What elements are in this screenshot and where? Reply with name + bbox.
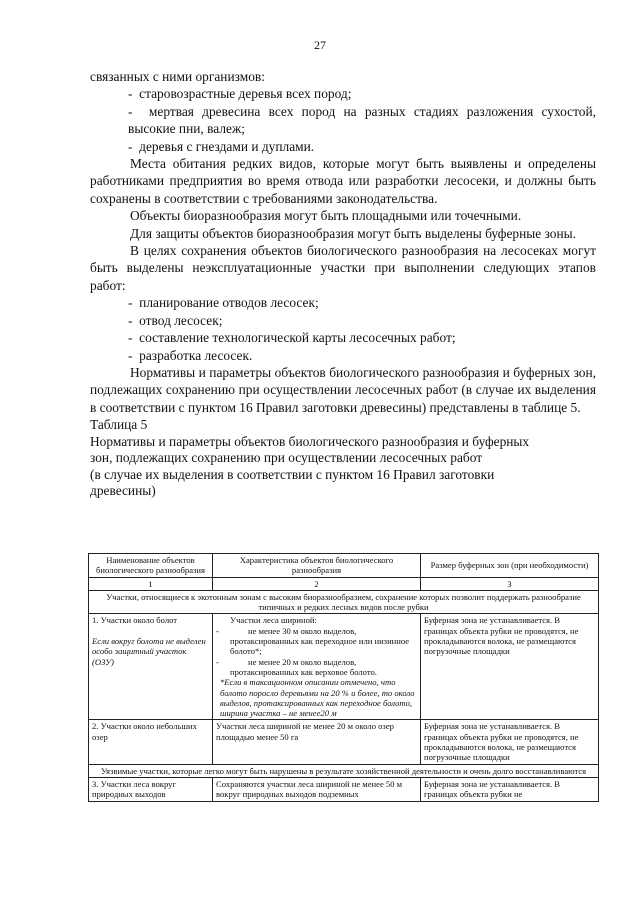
characteristic-cell: Участки леса шириной: - не менее 30 м около выделов, протаксированных как переходное или низинное болото*; - не менее 20 м около выделов, протаксированных как верховое болото. *Если в таксационном описании отмечено, что болото поросло деревьями на 20 % и более, то около выделов, протаксированных как переходное болото, ширина участка – не менее20 м bbox=[213, 614, 421, 720]
object-name-cell: 2. Участки около небольших озер bbox=[89, 720, 213, 764]
paragraph-conservation: В целях сохранения объектов биологического разнообразия на лесосеках могут быть выделены неэксплуатационные участки при выполнении следующих этапов работ: bbox=[90, 243, 596, 293]
list-item: - планирование отводов лесосек; bbox=[128, 295, 319, 311]
page-number: 27 bbox=[314, 38, 326, 52]
table-number-row bbox=[89, 577, 599, 590]
intro-line: связанных с ними организмов: bbox=[90, 69, 265, 84]
table-row bbox=[89, 720, 599, 764]
table-row bbox=[89, 614, 599, 720]
list-item: - деревья с гнездами и дуплами. bbox=[128, 138, 315, 154]
list-item: - составление технологической карты лесосечных работ; bbox=[128, 330, 456, 346]
buffer-cell: Буферная зона не устанавливается. В границах объекта рубки не проводятся, не прокладываются волока, не размещаются погрузочные площадки bbox=[421, 614, 599, 720]
list-item: - мертвая древесина всех пород на разных стадиях разложения сухостой, высокие пни, валеж; bbox=[128, 103, 597, 137]
column-number: 1 bbox=[89, 577, 213, 590]
header-cell: Характеристика объектов биологического разнообразия bbox=[213, 554, 421, 578]
table-caption: Таблица 5 bbox=[90, 417, 148, 433]
buffer-cell: Буферная зона не устанавливается. В границах объекта рубки не bbox=[421, 777, 599, 801]
biodiversity-table bbox=[88, 553, 599, 802]
table-header-row bbox=[89, 554, 599, 578]
object-name-cell: 3. Участки леса вокруг природных выходов bbox=[89, 777, 213, 801]
header-cell: Размер буферных зон (при необходимости) bbox=[421, 554, 599, 578]
paragraph-object-types: Объекты биоразнообразия могут быть площадными или точечными. bbox=[130, 208, 522, 224]
list-item: - отвод лесосек; bbox=[128, 312, 223, 328]
column-number: 3 bbox=[421, 577, 599, 590]
paragraph-rare-species: Места обитания редких видов, которые могут быть выявлены и определены работниками предприятия во время отвода или разработки лесосеки, и должны быть сохранены в соответствии с требованиями законодательства. bbox=[90, 156, 596, 206]
characteristic-cell: Участки леса шириной не менее 20 м около озер площадью менее 50 га bbox=[213, 720, 421, 764]
table-section-row bbox=[89, 764, 599, 777]
document-body bbox=[90, 68, 596, 500]
object-name-cell: 1. Участки около болот Если вокруг болота не выделен особо защитный участок (ОЗУ) bbox=[89, 614, 213, 720]
table-section-row bbox=[89, 590, 599, 614]
section-heading: Участки, относящиеся к экотонным зонам с высоким биоразнообразием, сохранение которых позволит поддержать разнообразие типичных и редких лесных видов после рубки bbox=[89, 590, 599, 614]
characteristic-cell: Сохраняются участки леса шириной не менее 50 м вокруг природных выходов подземных bbox=[213, 777, 421, 801]
column-number: 2 bbox=[213, 577, 421, 590]
table-row bbox=[89, 777, 599, 801]
header-cell: Наименование объектов биологического разнообразия bbox=[89, 554, 213, 578]
paragraph-buffer-zones: Для защиты объектов биоразнообразия могут быть выделены буферные зоны. bbox=[130, 225, 576, 241]
paragraph-norms: Нормативы и параметры объектов биологического разнообразия и буферных зон, подлежащих сохранению при осуществлении лесосечных работ (в случае их выделения в соответствии с пунктом 16 Правил заготовки древесины) представлены в таблице 5. bbox=[90, 364, 596, 415]
list-item: - старовозрастные деревья всех пород; bbox=[128, 86, 352, 102]
table-title: Нормативы и параметры объектов биологического разнообразия и буферных зон, подлежащих сохранению при осуществлении лесосечных работ (в случае их выделения в соответствии с пунктом 16 Правил заготовки древесины) bbox=[90, 433, 530, 499]
section-heading: Уязвимые участки, которые легко могут быть нарушены в результате хозяйственной деятельности и очень долго восстанавливаются bbox=[89, 764, 599, 777]
list-item: - разработка лесосек. bbox=[128, 347, 253, 363]
buffer-cell: Буферная зона не устанавливается. В границах объекта рубки не проводятся, не прокладываются волока, не размещаются погрузочные площадки bbox=[421, 720, 599, 764]
